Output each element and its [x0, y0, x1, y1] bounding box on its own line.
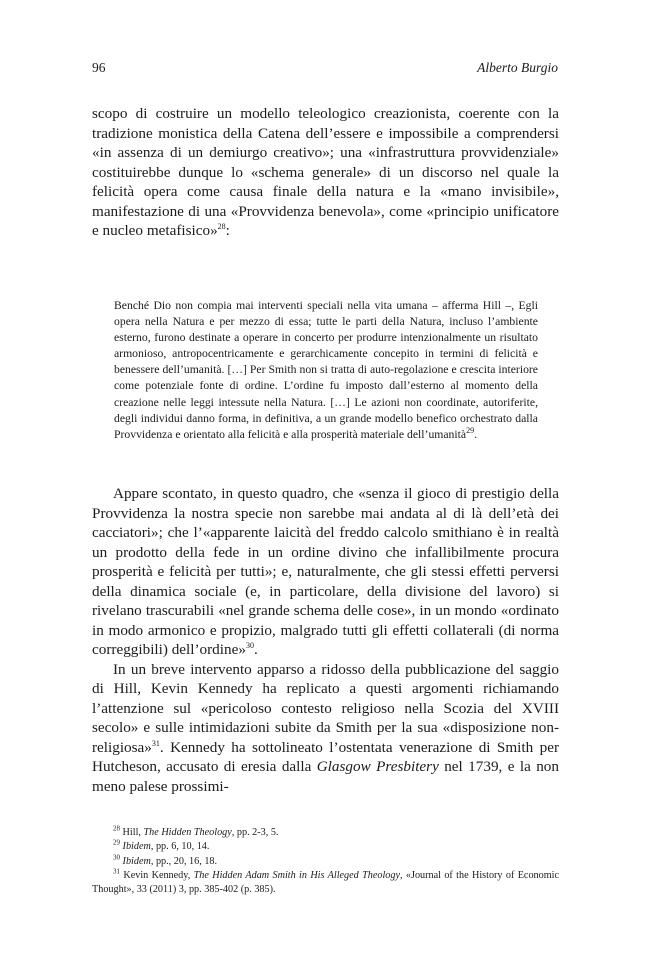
text-run: . — [474, 427, 478, 441]
italic-text: The Hidden Theology — [143, 827, 232, 838]
text-run: Hill, — [120, 827, 144, 838]
running-header — [92, 60, 558, 80]
footnote-29 — [92, 840, 559, 854]
text-run: , pp. 2-3, 5. — [231, 827, 279, 838]
footnote-30 — [92, 855, 559, 869]
block-quote — [114, 298, 538, 443]
text-run: In un breve intervento apparso a ridosso della pubblicazione del saggio di Hill, Kevin Kennedy ha replicato a questi argomenti richiamando l’attenzione sul «pericoloso contesto religioso nella Scozia del XVIII secolo» e sulle intimidazioni subite da Smith per la sua «disposizione non-religiosa» — [92, 660, 559, 756]
footnote-31 — [92, 869, 559, 898]
text-run: scopo di costruire un modello teleologico creazionista, coerente con la tradizione monistica della Catena dell’essere e impossibile a comprendersi «in assenza di un demiurgo creativo»; una «infrastruttura provvidenziale» costituirebbe dunque lo «schema generale» di un discorso nel quale la felicità opera come causa finale della natura e la «mano invisibile», manifestazione di una «Provvidenza benevola», come «principio unificatore e nucleo metafisico» — [92, 105, 559, 239]
paragraph-2-3 — [92, 484, 559, 796]
running-author: Alberto Burgio — [477, 60, 558, 75]
paragraph-1-text — [92, 104, 559, 241]
text-run: Appare scontato, in questo quadro, che «senza il gioco di prestigio della Provvidenza la nostra specie non sarebbe mai andata al di là dell’età dei cacciatori»; che l’«apparente laicità del freddo calcolo smithiano è in realtà un prodotto della fede in un ordine divino che infallibilmente procura prosperità e felicità per tutti»; e, naturalmente, che gli stessi effetti perversi della dinamica sociale (e, in particolare, della divisione del lavoro) si rivelano trascurabili «nel grande schema delle cose», in un mondo «ordinato in modo armonico e propizio, malgrado tutti gli effetti collaterali (di norma correggibili) dell’ordine» — [92, 485, 559, 658]
footnote-ref: 28 — [113, 824, 120, 833]
text-run: . — [253, 641, 258, 658]
footnote-ref: 29 — [113, 838, 120, 847]
text-run: nel 1739, e la non meno palese prossimi- — [92, 758, 559, 795]
text-run: Kevin Kennedy, — [120, 869, 194, 881]
footnote-ref: 28 — [217, 221, 226, 231]
paragraph-1 — [92, 104, 559, 241]
italic-text: Ibidem — [122, 855, 151, 867]
italic-text: Ibidem — [122, 841, 151, 853]
italic-text: Glasgow Presbitery — [316, 758, 439, 775]
text-run: : — [225, 222, 230, 239]
footnote-ref: 29 — [466, 425, 475, 435]
page-number: 96 — [92, 60, 106, 75]
italic-text: The Hidden Adam Smith in His Alleged Theology — [193, 869, 401, 881]
text-run: Benché Dio non compia mai interventi speciali nella vita umana – afferma Hill –, Egli opera nella Natura e per mezzo di essa; tutte le parti della Natura, incluso l’ambiente esterno, furono destinate a operare in concerto per produrre intenzionalmente un risultato armonioso, antropocentricamente e gerarchicamente concepito in termini di felicità e benessere dell’umanità. […] Per Smith non si tratta di auto-regolazione e crescita interiore come potenziale fonte di ordine. L’ordine fu imposto dall’esterno al momento della creazione nelle leggi intessute nella Natura. […] Le azioni non coordinate, autoriferite, degli individui danno forma, in definitiva, a un grande modello benefico orchestrato dalla Provvidenza e orientato alla felicità e alla prosperità materiale dell’umanità — [114, 299, 538, 441]
paragraph-3-text — [92, 660, 559, 797]
paragraph-2-text — [92, 484, 559, 660]
footnotes — [92, 826, 559, 897]
footnote-28 — [92, 826, 559, 840]
text-run: , «Journal of the History of Economic Thought», 33 (2011) 3, pp. 385-402 (p. 385). — [92, 869, 560, 896]
text-run: . Kennedy ha sottolineato l’ostentata venerazione di Smith per Hutcheson, accusato di eresia dalla — [92, 738, 559, 775]
footnote-ref: 31 — [113, 867, 120, 876]
footnote-ref: 31 — [151, 738, 160, 748]
text-run: , pp., 20, 16, 18. — [150, 855, 218, 867]
text-run: , pp. 6, 10, 14. — [150, 841, 210, 853]
footnote-ref: 30 — [245, 640, 254, 650]
footnote-ref: 30 — [113, 853, 120, 862]
